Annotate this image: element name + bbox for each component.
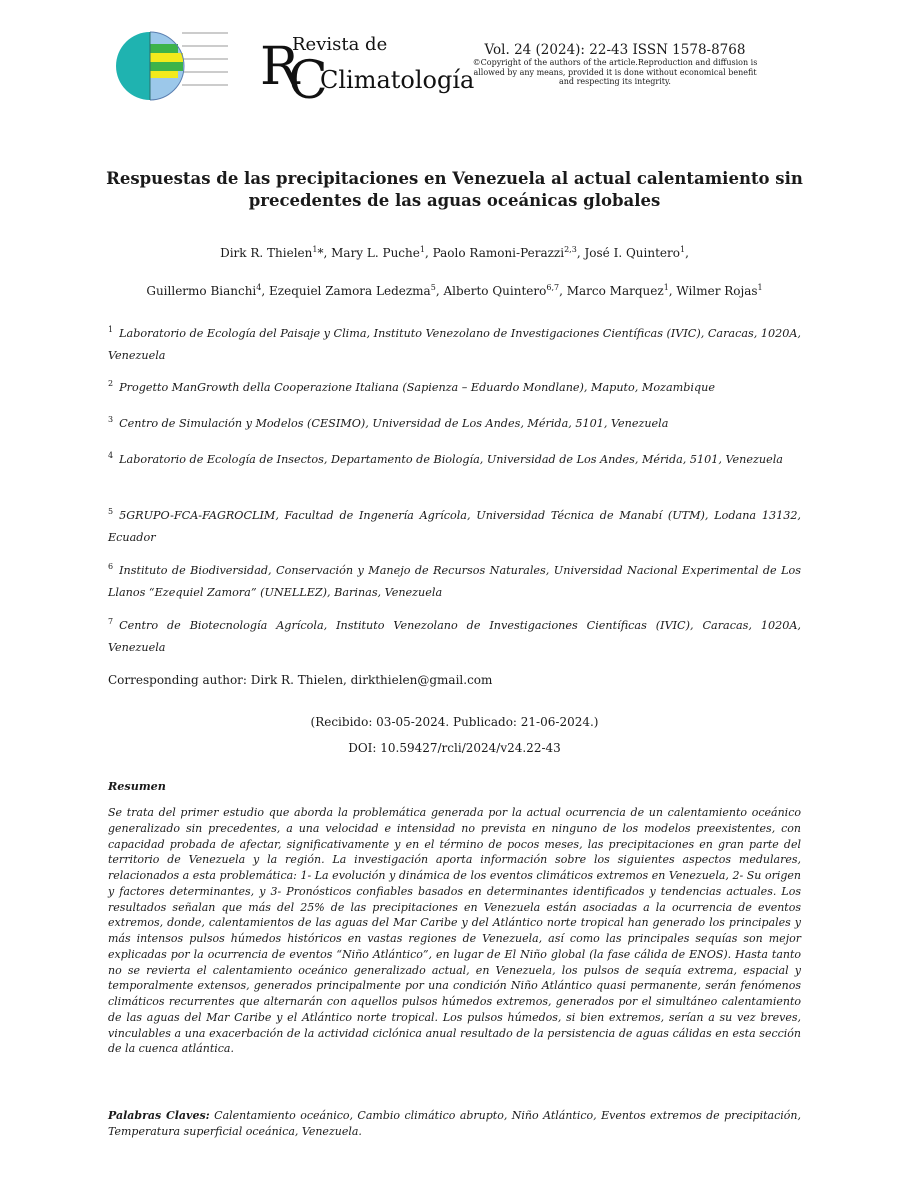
volume-issn: Vol. 24 (2024): 22-43 ISSN 1578-8768 — [484, 42, 746, 58]
affiliation-text: Centro de Simulación y Modelos (CESIMO), Universidad de Los Andes, Mérida, 5101, Venezuela — [119, 417, 669, 430]
affiliation-4 — [108, 449, 801, 471]
author — [269, 284, 436, 298]
author — [220, 246, 323, 260]
logo-text-bottom: Climatología — [320, 66, 475, 94]
affiliation-6 — [108, 560, 801, 604]
logo-letter-c: C — [288, 51, 328, 111]
author-affiliation-mark: 1 — [679, 245, 686, 254]
author-name: Wilmer Rojas — [676, 284, 758, 298]
affiliation-1 — [108, 323, 801, 367]
authors-line-2: Guillermo Bianchi$^4$, Ezequiel Zamora Ledezma$^5$, Alberto Quintero$^{6,7}$, Marco Marquez$^1$, Wilmer Rojas$^1$ — [146, 283, 763, 298]
paper-title: Respuestas de las precipitaciones en Venezuela al actual calentamiento sin precedentes de las aguas oceánicas globales — [106, 169, 803, 210]
affiliation-number: 1 — [108, 325, 114, 335]
author-name: Dirk R. Thielen — [220, 246, 313, 260]
doi: DOI: 10.59427/rcli/2024/v24.22-43 — [348, 741, 561, 755]
author-name: Paolo Ramoni-Perazzi — [432, 246, 565, 260]
logo-text-top: Revista de — [292, 34, 388, 55]
keywords — [108, 1108, 801, 1140]
keywords-label: Palabras Claves: — [108, 1109, 210, 1122]
author-name: Mary L. Puche — [331, 246, 420, 260]
affiliation-3 — [108, 413, 801, 435]
affiliation-text: Instituto de Biodiversidad, Conservación y Manejo de Recursos Naturales, Universidad Nacional Experimental de Los Llanos “Ezequiel Zamora” (UNELLEZ), Barinas, Venezuela — [108, 564, 801, 599]
affiliation-text: Laboratorio de Ecología del Paisaje y Clima, Instituto Venezolano de Investigaciones Científicas (IVIC), Caracas, 1020A, Venezuela — [108, 327, 801, 362]
affiliation-number: 7 — [108, 617, 114, 627]
author — [433, 246, 577, 260]
author-affiliation-mark: 1 — [312, 245, 318, 254]
author — [584, 246, 685, 260]
affiliation-number: 2 — [108, 379, 114, 389]
author-affiliation-mark: 1 — [663, 283, 669, 292]
author-name: José I. Quintero — [584, 246, 680, 260]
journal-logo — [110, 26, 475, 111]
author-affiliation-mark: 1 — [419, 245, 425, 254]
author-name: Marco Marquez — [566, 284, 664, 298]
affiliation-5 — [108, 505, 801, 549]
affiliation-number: 6 — [108, 562, 114, 572]
affiliation-7 — [108, 615, 801, 659]
author-affiliation-mark: 1 — [757, 283, 763, 292]
author-name: Ezequiel Zamora Ledezma — [269, 284, 431, 298]
author-suffix: * — [317, 246, 324, 260]
author — [146, 284, 261, 298]
author-name: Guillermo Bianchi — [146, 284, 257, 298]
affiliation-2 — [108, 377, 801, 399]
author-name: Alberto Quintero — [443, 284, 547, 298]
affiliation-number: 3 — [108, 415, 114, 425]
author — [567, 284, 669, 298]
author-affiliation-mark: 6,7 — [546, 283, 560, 292]
authors-line-1: Dirk R. Thielen$^1$*, Mary L. Puche$^1$, Paolo Ramoni-Perazzi$^{2,3}$, José I. Quintero$^1$, — [220, 245, 689, 260]
author — [676, 284, 762, 298]
corresponding-author: Corresponding author: Dirk R. Thielen, dirkthielen@gmail.com — [108, 673, 493, 687]
affiliation-text: 5GRUPO-FCA-FAGROCLIM, Facultad de Ingenería Agrícola, Universidad Técnica de Manabí (UTM), Lodana 13132, Ecuador — [108, 509, 801, 544]
author-affiliation-mark: 2,3 — [564, 245, 577, 254]
keywords-text: Calentamiento oceánico, Cambio climático abrupto, Niño Atlántico, Eventos extremos de precipitación, Temperatura superficial oceánica, Venezuela. — [108, 1109, 801, 1138]
affiliation-text: Progetto ManGrowth della Cooperazione Italiana (Sapienza – Eduardo Mondlane), Maputo, Mozambique — [119, 381, 715, 394]
copyright-notice: ©Copyright of the authors of the article.Reproduction and diffusion is allowed by any means, provided it is done without economical benefit and respecting its integrity. — [472, 58, 758, 86]
logo-graphic — [110, 26, 475, 111]
logo-letter-r: R — [260, 37, 300, 97]
affiliation-text: Laboratorio de Ecología de Insectos, Departamento de Biología, Universidad de Los Andes, Mérida, 5101, Venezuela — [119, 453, 783, 466]
affiliation-number: 5 — [108, 507, 114, 517]
received-published: (Recibido: 03-05-2024. Publicado: 21-06-2024.) — [310, 715, 599, 729]
author — [443, 284, 559, 298]
affiliation-number: 4 — [108, 451, 114, 461]
author-affiliation-mark: 4 — [256, 283, 262, 292]
journal-info — [470, 42, 760, 87]
affiliation-text: Centro de Biotecnología Agrícola, Instituto Venezolano de Investigaciones Científicas (IVIC), Caracas, 1020A, Venezuela — [108, 619, 801, 654]
author — [331, 246, 425, 260]
abstract-text: Se trata del primer estudio que aborda la problemática generada por la actual ocurrencia de un calentamiento oceánico generalizado sin precedentes, a una velocidad e intensidad no prevista en ninguno de los modelos preexistentes, con capacidad probada de afectar, significativamente y en el término de pocos meses, las precipitaciones en gran parte del territorio de Venezuela y la región. La investigación aporta información sobre los siguientes aspectos medulares, relacionados a esta problemática: 1- La evolución y dinámica de los eventos climáticos extremos en Venezuela, 2- Su origen y factores determinantes, y 3- Pronósticos confiables basados en determinantes identificados y tendencias actuales. Los resultados señalan que más del 25% de las precipitaciones en Venezuela están asociadas a la ocurrencia de eventos extremos, donde, calentamientos de las aguas del Mar Caribe y del Atlántico norte tropical han generado los principales y más intensos pulsos húmedos históricos en vastas regiones de Venezuela, así como las principales sequías son mejor explicadas por la ocurrencia de eventos “Niño Atlántico”, en lugar de El Niño global (la fase cálida de ENOS). Hasta tanto no se revierta el calentamiento oceánico generalizado actual, en Venezuela, los pulsos de sequía extrema, espacial y temporalmente extensos, generados principalmente por una condición Niño Atlántico quasi permanente, serán fenómenos climáticos recurrentes que alternarán con aquellos pulsos húmedos extremos, generados por el simultáneo calentamiento de las aguas del Mar Caribe y el Atlántico norte tropical. Los pulsos húmedos, si bien extremos, serían a su vez breves, vinculables a una exacerbación de la actividad ciclónica anual resultado de la persistencia de aguas cálidas en esta sección de la cuenca atlántica. — [108, 806, 801, 1056]
author-affiliation-mark: 5 — [430, 283, 436, 292]
abstract-title: Resumen — [108, 779, 166, 793]
